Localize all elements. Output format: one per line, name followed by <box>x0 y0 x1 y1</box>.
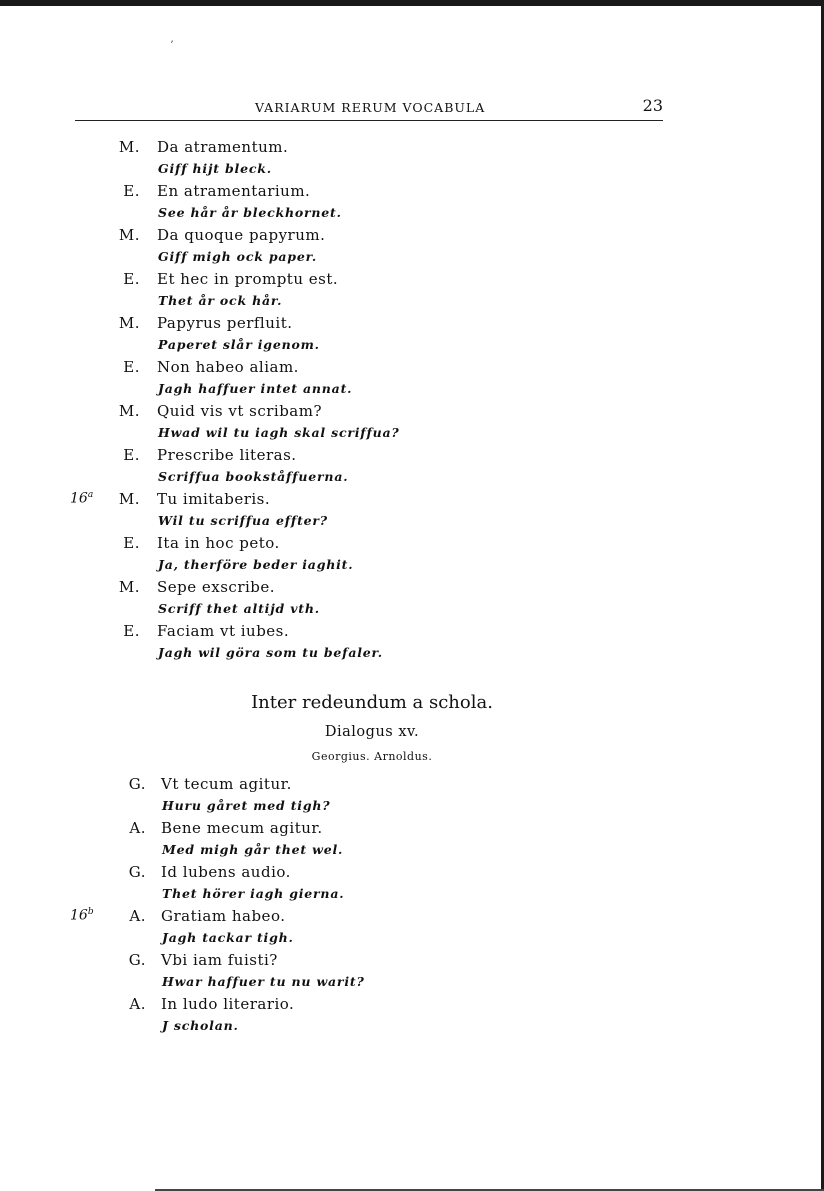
swedish-translation: Thet år ock hår. <box>158 293 283 308</box>
translation-line <box>0 798 824 820</box>
margin-reference <box>70 907 105 924</box>
speaker-label: A. <box>129 995 146 1013</box>
swedish-translation: Jagh wil göra som tu befaler. <box>158 645 383 660</box>
latin-text: Et hec in promptu est. <box>157 270 339 288</box>
page-header <box>75 96 663 122</box>
latin-text: In ludo literario. <box>161 995 295 1013</box>
speaker-label: G. <box>128 775 146 793</box>
swedish-translation: Scriffua bookståffuerna. <box>158 469 349 484</box>
translation-line <box>0 293 824 315</box>
dialogue-line <box>0 182 824 204</box>
swedish-translation: Jagh tackar tigh. <box>162 930 294 945</box>
dialogue-line <box>0 446 824 468</box>
translation-line <box>0 1018 824 1040</box>
dialogue-line <box>0 995 824 1017</box>
speaker-label: E. <box>123 270 140 288</box>
speaker-label: E. <box>123 446 140 464</box>
dialogue-line <box>0 226 824 248</box>
swedish-translation: See hår år bleckhornet. <box>158 205 342 220</box>
translation-line <box>0 469 824 491</box>
translation-line <box>0 645 824 667</box>
dialogue-line <box>0 358 824 380</box>
swedish-translation: Ja, therföre beder iaghit. <box>158 557 354 572</box>
swedish-translation: Paperet slår igenom. <box>158 337 320 352</box>
latin-text: Tu imitaberis. <box>157 490 271 508</box>
swedish-translation: Hwar haffuer tu nu warit? <box>162 974 365 989</box>
dialogue-line <box>0 490 824 512</box>
latin-text: Vt tecum agitur. <box>161 775 292 793</box>
swedish-translation: Huru gåret med tigh? <box>162 798 331 813</box>
latin-text: Prescribe literas. <box>157 446 297 464</box>
translation-line <box>0 513 824 535</box>
dialogue-line <box>0 314 824 336</box>
translation-line <box>0 249 824 271</box>
speaker-label: A. <box>129 907 146 925</box>
swedish-translation: Med migh går thet wel. <box>162 842 344 857</box>
speaker-label: G. <box>128 863 146 881</box>
translation-line <box>0 886 824 908</box>
dialogue-line <box>0 951 824 973</box>
translation-line <box>0 161 824 183</box>
translation-line <box>0 557 824 579</box>
translation-line <box>0 425 824 447</box>
translation-line <box>0 337 824 359</box>
translation-line <box>0 381 824 403</box>
speaker-label: M. <box>118 314 140 332</box>
dialogue-line <box>0 138 824 160</box>
speaker-label: M. <box>118 226 140 244</box>
margin-reference-number: 16 <box>70 907 88 924</box>
page-edge-top <box>0 0 824 6</box>
latin-text: En atramentarium. <box>157 182 311 200</box>
page-number: 23 <box>642 96 663 115</box>
swedish-translation: Hwad wil tu iagh skal scriffua? <box>158 425 400 440</box>
latin-text: Da quoque papyrum. <box>157 226 326 244</box>
dialogue-line <box>0 402 824 424</box>
latin-text: Papyrus perfluit. <box>157 314 293 332</box>
latin-text: Da atramentum. <box>157 138 289 156</box>
speaker-label: M. <box>118 490 140 508</box>
speaker-label: M. <box>118 138 140 156</box>
swedish-translation: Giff migh ock paper. <box>158 249 317 264</box>
swedish-translation: J scholan. <box>162 1018 239 1033</box>
latin-text: Faciam vt iubes. <box>157 622 290 640</box>
running-title: VARIARUM RERUM VOCABULA <box>255 100 486 115</box>
translation-line <box>0 205 824 227</box>
dialogue-line <box>0 907 824 929</box>
latin-text: Vbi iam fuisti? <box>161 951 278 969</box>
translation-line <box>0 930 824 952</box>
speaker-label: E. <box>123 182 140 200</box>
translation-line <box>0 974 824 996</box>
stray-mark: ʼ <box>170 40 174 51</box>
dialogue-persons: Georgius. Arnoldus. <box>311 750 433 763</box>
swedish-translation: Scriff thet altijd vth. <box>158 601 320 616</box>
speaker-label: E. <box>123 534 140 552</box>
margin-reference-letter: b <box>87 907 94 917</box>
dialogue-line <box>0 863 824 885</box>
dialogue-line <box>0 622 824 644</box>
latin-text: Quid vis vt scribam? <box>157 402 323 420</box>
speaker-label: M. <box>118 578 140 596</box>
dialogue-line <box>0 578 824 600</box>
dialogue-line <box>0 270 824 292</box>
dialogue-line <box>0 819 824 841</box>
latin-text: Ita in hoc peto. <box>157 534 280 552</box>
speaker-label: E. <box>123 622 140 640</box>
swedish-translation: Wil tu scriffua effter? <box>158 513 328 528</box>
margin-reference <box>70 490 105 507</box>
section-title: Inter redeundum a schola. <box>251 692 493 713</box>
latin-text: Id lubens audio. <box>161 863 291 881</box>
dialogus-heading: Dialogus xv. <box>324 724 420 740</box>
swedish-translation: Thet hörer iagh gierna. <box>162 886 345 901</box>
latin-text: Bene mecum agitur. <box>161 819 323 837</box>
speaker-label: A. <box>129 819 146 837</box>
latin-text: Gratiam habeo. <box>161 907 286 925</box>
header-rule <box>75 120 663 121</box>
swedish-translation: Giff hijt bleck. <box>158 161 272 176</box>
speaker-label: M. <box>118 402 140 420</box>
margin-reference-letter: a <box>87 490 94 500</box>
dialogue-line <box>0 534 824 556</box>
swedish-translation: Jagh haffuer intet annat. <box>158 381 353 396</box>
margin-reference-number: 16 <box>70 490 88 507</box>
latin-text: Sepe exscribe. <box>157 578 276 596</box>
translation-line <box>0 601 824 623</box>
translation-line <box>0 842 824 864</box>
latin-text: Non habeo aliam. <box>157 358 299 376</box>
dialogue-line <box>0 775 824 797</box>
speaker-label: E. <box>123 358 140 376</box>
speaker-label: G. <box>128 951 146 969</box>
